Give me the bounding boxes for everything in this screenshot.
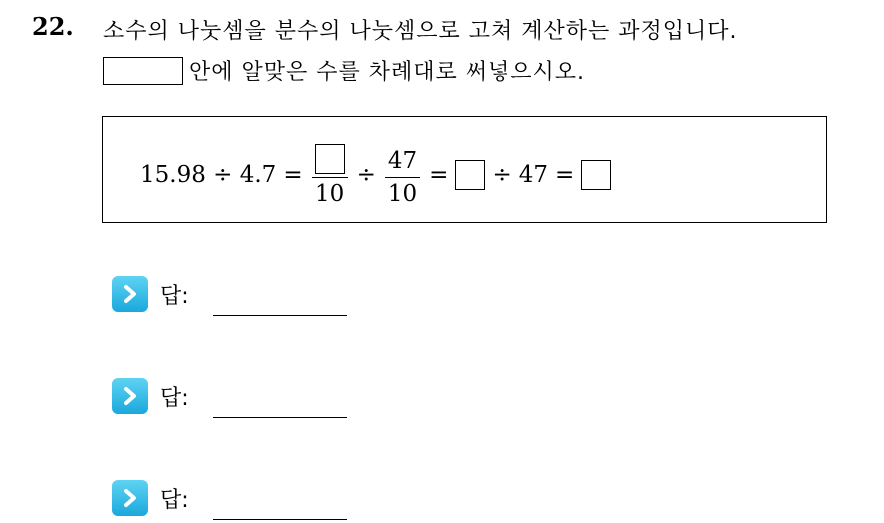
answer-line[interactable] bbox=[213, 315, 347, 316]
question-text-line1: 소수의 나눗셈을 분수의 나눗셈으로 고쳐 계산하는 과정입니다. bbox=[103, 19, 738, 44]
question-text-line2-row bbox=[103, 55, 585, 86]
fraction-1-denominator: 10 bbox=[314, 180, 345, 207]
fraction-2-numerator: 47 bbox=[387, 147, 418, 174]
chevron-right-icon bbox=[112, 480, 148, 516]
question-number: 22. bbox=[32, 12, 74, 41]
answer-label: 답: bbox=[160, 487, 189, 513]
answer-row bbox=[112, 378, 189, 414]
answer-label: 답: bbox=[160, 385, 189, 411]
blank-box-2[interactable] bbox=[455, 160, 485, 190]
equals-sign: = bbox=[555, 162, 575, 188]
equation-lhs: 15.98 ÷ 4.7 bbox=[140, 162, 277, 188]
question-text-line2: 안에 알맞은 수를 차례대로 써넣으시오. bbox=[189, 60, 585, 85]
divide-sign: ÷ bbox=[356, 162, 376, 188]
answer-line[interactable] bbox=[213, 417, 347, 418]
answer-line[interactable] bbox=[213, 519, 347, 520]
answer-label: 답: bbox=[160, 283, 189, 309]
blank-box-1[interactable] bbox=[315, 144, 345, 174]
fraction-1 bbox=[312, 144, 348, 207]
equals-sign: = bbox=[283, 162, 303, 188]
blank-box-example bbox=[103, 57, 183, 85]
answer-row bbox=[112, 276, 189, 312]
divisor: 47 bbox=[518, 162, 549, 188]
equals-sign: = bbox=[429, 162, 449, 188]
chevron-right-icon bbox=[112, 276, 148, 312]
answer-row bbox=[112, 480, 189, 516]
fraction-2-denominator: 10 bbox=[387, 180, 418, 207]
equation bbox=[140, 140, 611, 210]
blank-box-3[interactable] bbox=[581, 160, 611, 190]
chevron-right-icon bbox=[112, 378, 148, 414]
divide-sign: ÷ bbox=[492, 162, 512, 188]
fraction-2 bbox=[385, 144, 420, 207]
